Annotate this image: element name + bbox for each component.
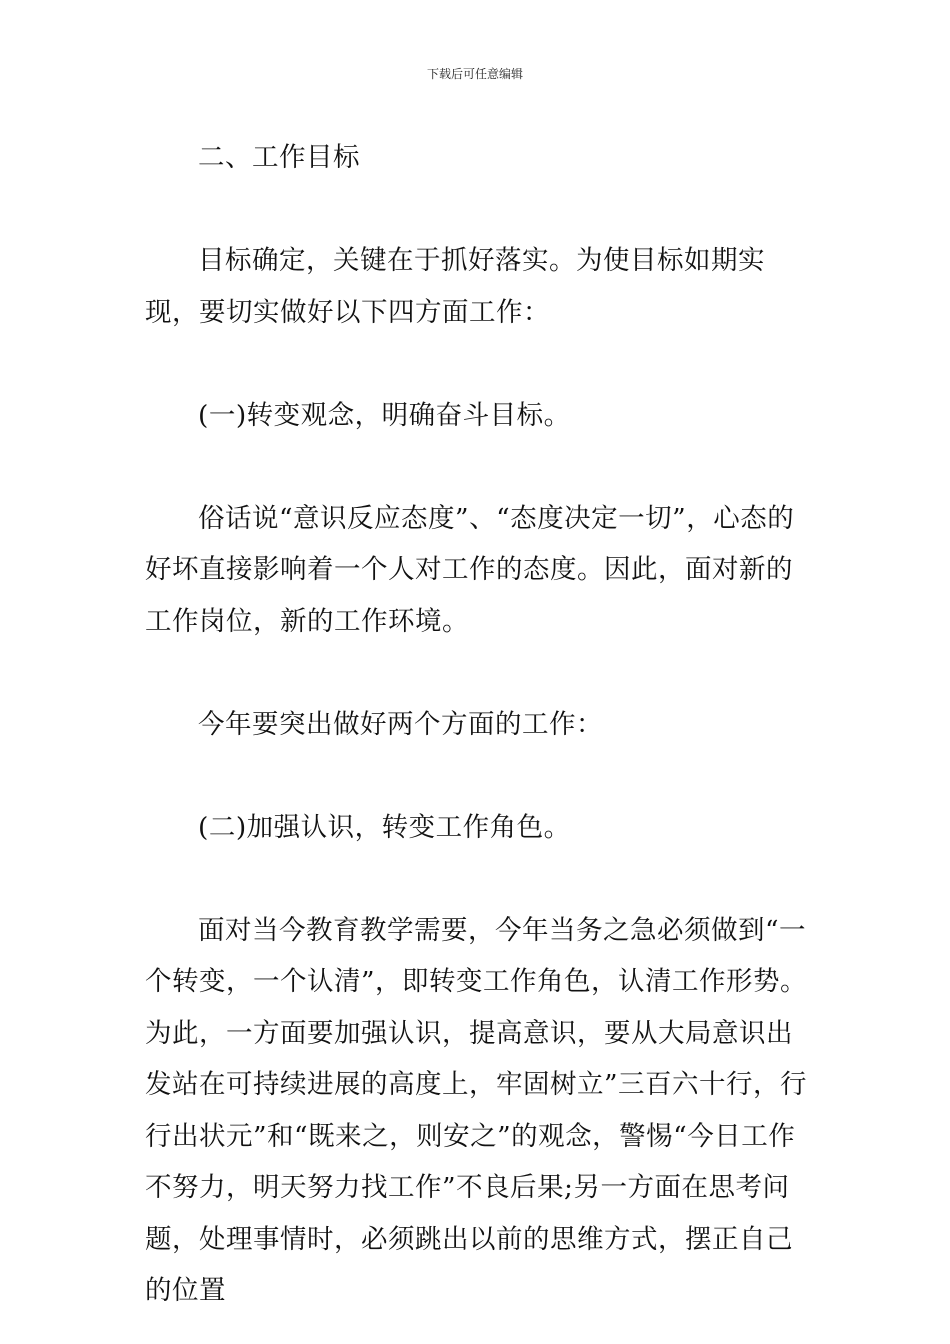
paragraph-intro: 目标确定，关键在于抓好落实。为使目标如期实现，要切实做好以下四方面工作： [145, 245, 765, 328]
paragraph-spacer [145, 441, 815, 493]
paragraph-spacer [145, 750, 815, 802]
document-body [145, 132, 815, 1317]
subheading-two: (二)加强认识，转变工作角色。 [198, 811, 571, 843]
section-heading: 二、工作目标 [198, 142, 360, 173]
paragraph-spacer [145, 338, 815, 390]
page-header: 下载后可任意编辑 [426, 67, 523, 81]
paragraph-two-aspects: 今年要突出做好两个方面的工作： [198, 708, 603, 740]
paragraph-role-change: 面对当今教育教学需要，今年当务之急必须做到“一个转变，一个认清”，即转变工作角色，认清工作形势。为此，一方面要加强认识，提高意识，要从大局意识出发站在可持续进展的高度上，牢固树立”三百六十行，行行出状元”和“既来之，则安之”的观念，警惕“今日工作不努力，明天努力找工作”不良后果;另一方面在思考问题，处理事情时，必须跳出以前的思维方式，摆正自己的位置 [145, 914, 808, 1306]
subheading-one: (一)转变观念，明确奋斗目标。 [198, 399, 571, 431]
paragraph-attitude: 俗话说“意识反应态度”、“态度决定一切”，心态的好坏直接影响着一个人对工作的态度。因此，面对新的工作岗位，新的工作环境。 [145, 502, 795, 637]
paragraph-spacer [145, 184, 815, 236]
paragraph-spacer [145, 853, 815, 905]
paragraph-spacer [145, 647, 815, 699]
